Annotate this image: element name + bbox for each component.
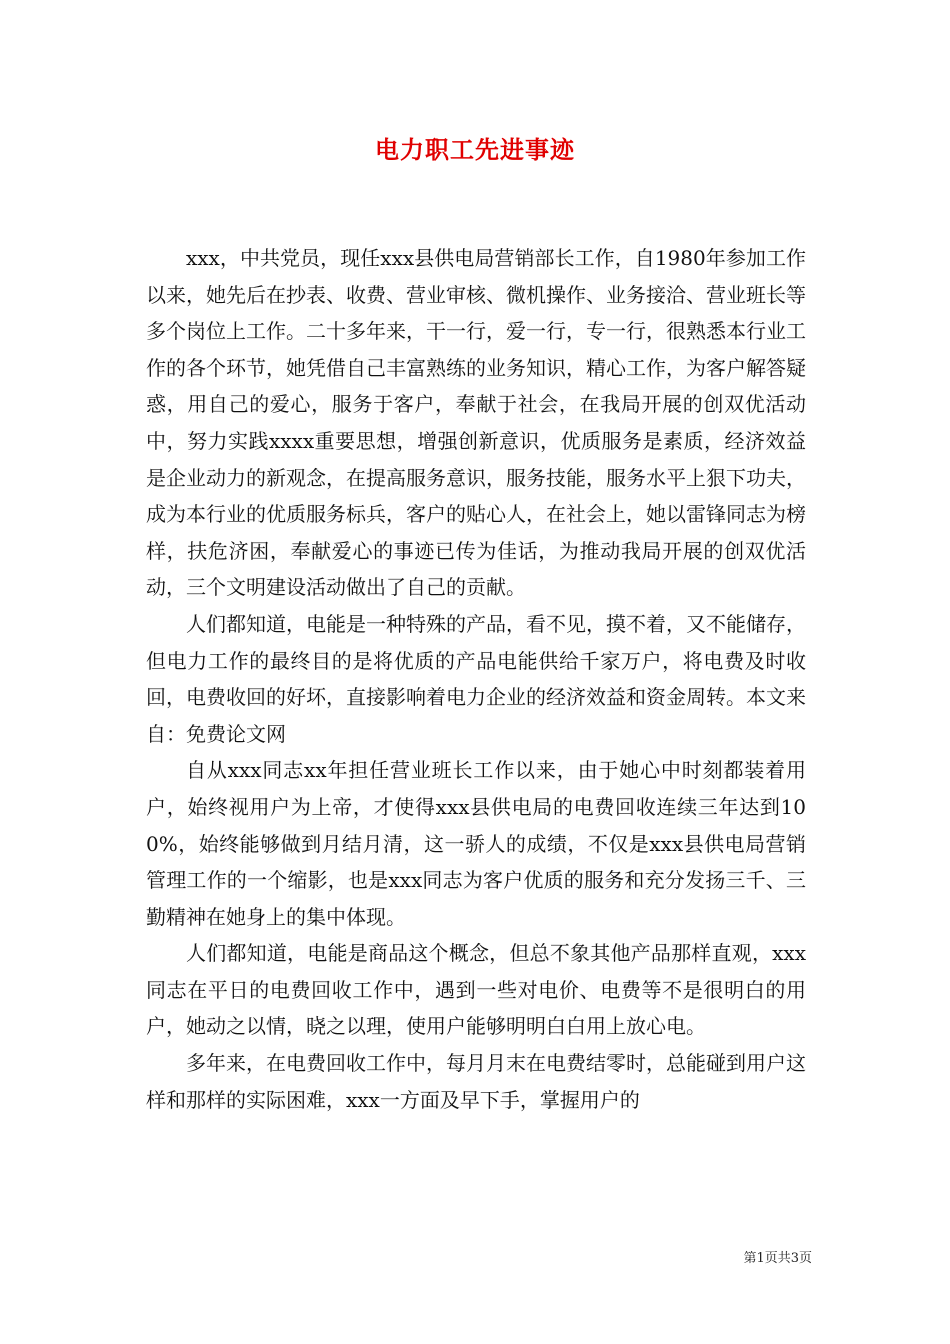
paragraph-2: 人们都知道，电能是一种特殊的产品，看不见，摸不着，又不能储存，但电力工作的最终目的是将优质的产品电能供给千家万户，将电费及时收回，电费收回的好坏，直接影响着电力企业的经济效益和资金周转。本文来自：免费论文网 (146, 611, 806, 746)
paragraph-3: 自从xxx同志xx年担任营业班长工作以来，由于她心中时刻都装着用户，始终视用户为上帝，才使得xxx县供电局的电费回收连续三年达到100%，始终能够做到月结月清，这一骄人的成绩，不仅是xxx县供电局营销管理工作的一个缩影，也是xxx同志为客户优质的服务和充分发扬三千、三勤精神在她身上的集中体现。 (146, 758, 806, 929)
page-number: 第1页共3页 (743, 1251, 812, 1266)
page-title: 电力职工先进事迹 (375, 135, 575, 164)
paragraph-1: xxx，中共党员，现任xxx县供电局营销部长工作，自1980年参加工作以来，她先后在抄表、收费、营业审核、微机操作、业务接洽、营业班长等多个岗位上工作。二十多年来，干一行，爱一行，专一行，很熟悉本行业工作的各个环节，她凭借自己丰富熟练的业务知识，精心工作，为客户解答疑惑，用自己的爱心，服务于客户，奉献于社会，在我局开展的创双优活动中，努力实践xxxx重要思想，增强创新意识，优质服务是素质，经济效益是企业动力的新观念，在提高服务意识，服务技能，服务水平上狠下功夫，成为本行业的优质服务标兵，客户的贴心人，在社会上，她以雷锋同志为榜样，扶危济困，奉献爱心的事迹已传为佳话，为推动我局开展的创双优活动，三个文明建设活动做出了自己的贡献。 (146, 246, 806, 600)
document-body (146, 240, 806, 1118)
paragraph-4: 人们都知道，电能是商品这个概念，但总不象其他产品那样直观，xxx同志在平日的电费回收工作中，遇到一些对电价、电费等不是很明白的用户，她动之以情，晓之以理，使用户能够明明白白用上放心电。 (146, 941, 806, 1039)
paragraph-5: 多年来，在电费回收工作中，每月月末在电费结零时，总能碰到用户这样和那样的实际困难，xxx一方面及早下手，掌握用户的 (146, 1051, 806, 1112)
